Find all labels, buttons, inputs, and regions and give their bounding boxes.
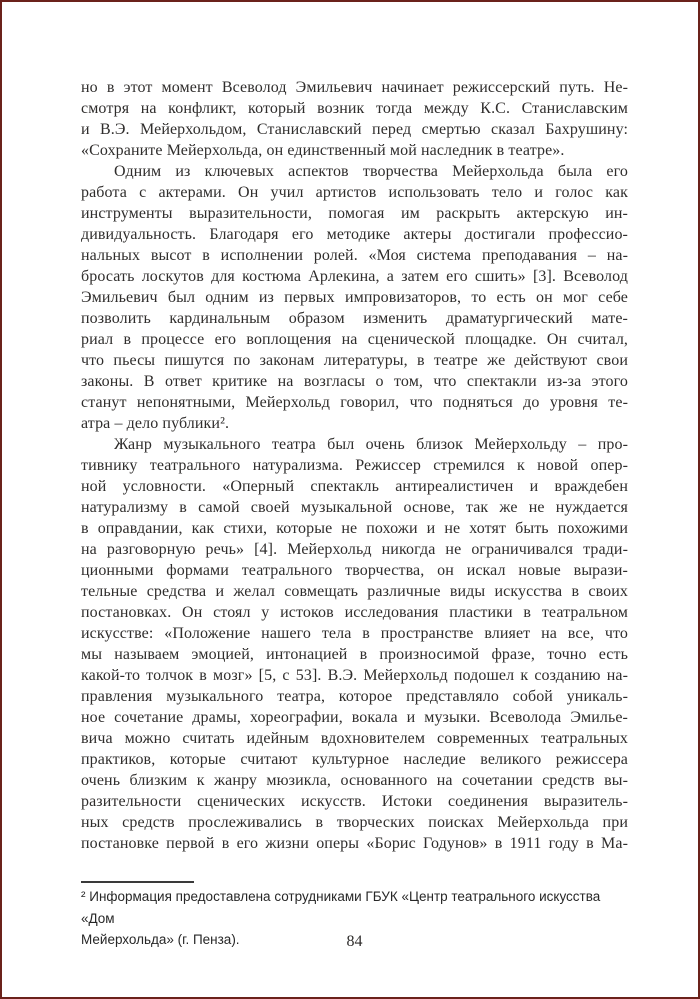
text-line: постановке первой в его жизни оперы «Борис Годунов» в 1911 году в Ма- [81,835,628,852]
text-line: нальных высот в исполнении ролей. «Моя система преподавания – на- [81,247,628,264]
text-line: что пьесы пишутся по законам литературы, в театре же действуют свои [81,352,628,369]
text-line: тельные средства и желал совмещать различные виды искусства в своих [81,583,628,600]
text-line: тивнику театрального натурализма. Режиссер стремился к новой опер- [81,457,628,474]
text-line: практиков, которые считают культурное наследие великого режиссера [81,751,628,768]
body-paragraph [81,161,628,434]
text-line: вича можно считать идейным вдохновителем современных театральных [81,730,628,747]
footnote-line: ² Информация предоставлена сотрудниками ГБУК «Центр театрального искусства «Дом [81,889,601,926]
text-line: атра – дело публики². [81,415,230,432]
text-line: ных средств прослеживались в творческих поисках Мейерхольда при [81,814,628,831]
text-line: правления музыкального театра, которое представляло собой уникаль- [81,688,628,705]
text-line: но в этот момент Всеволод Эмильевич начинает режиссерский путь. Не- [81,79,628,96]
text-line: риал в процессе его воплощения на сценической площадке. Он считал, [81,331,628,348]
text-line: станут непонятными, Мейерхольд говорил, что подняться до уровня те- [81,394,628,411]
footnote-separator [81,881,194,883]
body-paragraph [81,77,628,161]
text-line: искусстве: «Положение нашего тела в пространстве влияет на все, что [81,625,628,642]
text-line: дивидуальность. Благодаря его методике актеры достигали профессио- [81,226,628,243]
text-line: бросать лоскутов для костюма Арлекина, а затем его сшить» [3]. Всеволод [81,268,628,285]
text-line: и В.Э. Мейерхольдом, Станиславский перед смертью сказал Бахрушину: [81,121,628,138]
page-number: 84 [346,933,363,950]
text-line: очень близким к жанру мюзикла, основанного на сочетании средств вы- [81,772,628,789]
text-line: ной условности. «Оперный спектакль антиреалистичен и враждебен [81,478,628,495]
text-line: какой-то толчок в мозг» [5, с 53]. В.Э. Мейерхольд подошел к созданию на- [81,667,628,684]
text-line: Эмильевич был одним из первых импровизаторов, то есть он мог себе [81,289,628,306]
text-line: «Сохраните Мейерхольда, он единственный мой наследник в театре». [81,142,565,159]
text-line: законы. В ответ критике на возгласы о том, что спектакли из-за этого [81,373,628,390]
text-line: ное сочетание драмы, хореографии, вокала и музыки. Всеволода Эмилье- [81,709,628,726]
text-line: ционными формами театрального творчества, он искал новые вырази- [81,562,628,579]
text-line: Одним из ключевых аспектов творчества Мейерхольда была его [114,163,628,180]
body-paragraph [81,434,628,854]
text-line: в оправдании, как стихи, которые не похожи и не хотят быть похожими [81,520,628,537]
body-text [81,77,628,854]
footnote-line: Мейерхольда» (г. Пенза). [81,932,240,947]
text-line: инструменты выразительности, помогая им раскрыть актерскую ин- [81,205,628,222]
text-line: работа с актерами. Он учил артистов использовать тело и голос как [81,184,628,201]
text-line: позволить кардинальным образом изменить драматургический мате- [81,310,628,327]
text-line: постановках. Он стоял у истоков исследования пластики в театральном [81,604,628,621]
text-line: натурализму в самой своей музыкальной основе, так же не нуждается [81,499,628,516]
text-line: мы называем эмоцией, интонацией в произносимой фразе, точно есть [81,646,628,663]
text-line: на разговорную речь» [4]. Мейерхольд никогда не ограничивался тради- [81,541,628,558]
text-line: разительности сценических искусств. Истоки соединения выразитель- [81,793,628,810]
text-line: Жанр музыкального театра был очень близок Мейерхольду – про- [114,436,628,453]
text-line: смотря на конфликт, который возник тогда между К.С. Станиславским [81,100,628,117]
